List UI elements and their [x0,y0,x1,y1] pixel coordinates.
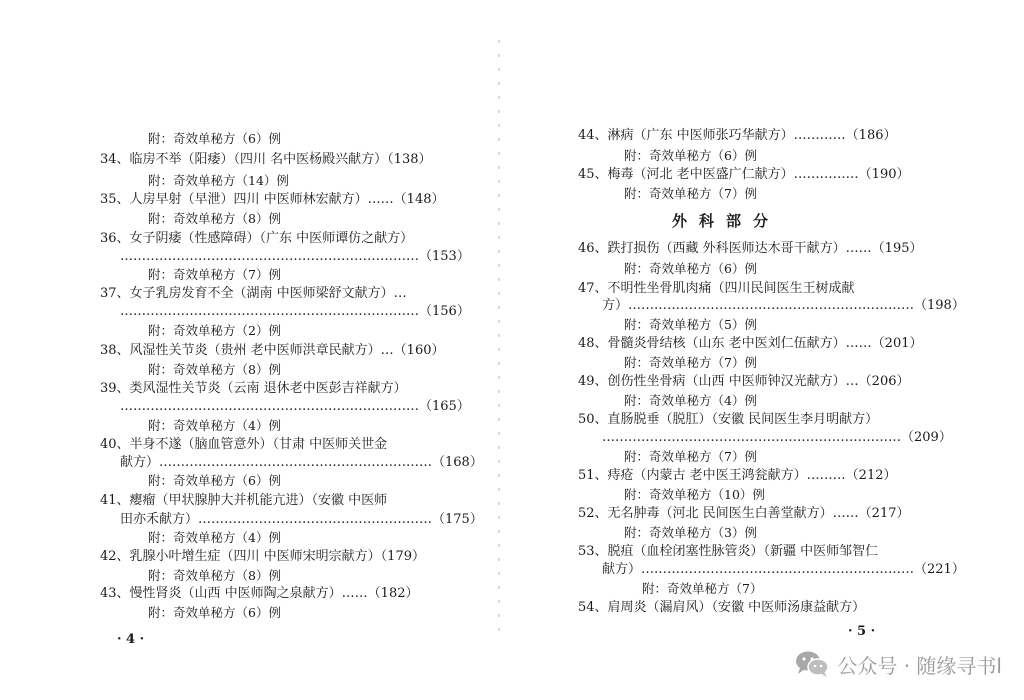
toc-entry-continued: 方）…………………………………………………………（198） [602,298,965,313]
watermark [795,644,1002,684]
toc-note: 附：奇效单秘方（4）例 [624,393,757,408]
toc-entry: 39、类风湿性关节炎（云南 退休老中医彭吉祥献方） [100,381,407,396]
toc-entry: 46、跌打损伤（西藏 外科医师达木哥干献方）……（195） [578,241,923,256]
toc-note: 附：奇效单秘方（2）例 [148,323,281,338]
toc-entry: 54、肩周炎（漏肩风）（安徽 中医师汤康益献方） [578,600,866,615]
toc-note: 附：奇效单秘方（14）例 [148,173,289,188]
toc-leader: ……………………………………………………………（165） [120,399,470,414]
toc-note: 附：奇效单秘方（7）例 [624,449,757,464]
toc-entry: 53、脱疽（血栓闭塞性脉管炎）（新疆 中医师邹智仁 [578,544,879,559]
toc-entry: 47、不明性坐骨肌肉痛（四川民间医生王树成献 [578,281,855,296]
toc-note: 附：奇效单秘方（7）例 [624,355,757,370]
toc-entry: 42、乳腺小叶增生症（四川 中医师宋明宗献方）（179） [100,549,425,564]
toc-note: 附：奇效单秘方（4）例 [148,530,281,545]
page-number: · 5 · [848,624,876,639]
toc-note: 附：奇效单秘方（4）例 [148,418,281,433]
toc-note: 附：奇效单秘方（6）例 [148,131,281,146]
chat-bubbles-icon [795,650,829,678]
toc-entry: 34、临房不举（阳痿）（四川 名中医杨殿兴献方）（138） [100,152,432,167]
toc-entry: 38、风湿性关节炎（贵州 老中医师洪章民献方）…（160） [100,343,445,358]
toc-entry: 45、梅毒（河北 老中医盛广仁献方）……………（190） [578,167,910,182]
toc-entry: 50、直肠脱垂（脱肛）（安徽 民间医生李月明献方） [578,412,879,427]
toc-note: 附：奇效单秘方（7）例 [148,267,281,282]
toc-note: 附：奇效单秘方（6）例 [148,473,281,488]
toc-entry-continued: 献方）………………………………………………………（168） [120,455,483,470]
toc-note: 附：奇效单秘方（8）例 [148,211,281,226]
toc-note: 附：奇效单秘方（7） [642,581,763,596]
toc-note: 附：奇效单秘方（8）例 [148,362,281,377]
toc-note: 附：奇效单秘方（5）例 [624,317,757,332]
toc-note: 附：奇效单秘方（6）例 [148,605,281,620]
toc-entry-continued: 田亦禾献方）………………………………………………（175） [120,512,483,527]
toc-entry: 44、淋病（广东 中医师张巧华献方）…………（186） [578,128,897,143]
toc-note: 附：奇效单秘方（10）例 [624,487,765,502]
toc-note: 附：奇效单秘方（6）例 [624,148,757,163]
page-gutter [498,40,500,640]
toc-note: 附：奇效单秘方（3）例 [624,525,757,540]
toc-leader: ……………………………………………………………（156） [120,304,470,319]
section-title: 外科部分 [672,212,781,230]
toc-entry: 51、痔疮（内蒙古 老中医王鸿瓮献方）………（212） [578,468,897,483]
toc-entry: 43、慢性肾炎（山西 中医师陶之泉献方）……（182） [100,586,419,601]
toc-entry: 52、无名肿毒（河北 民间医生白善堂献方）……（217） [578,506,910,521]
toc-note: 附：奇效单秘方（8）例 [148,568,281,583]
toc-entry: 49、创伤性坐骨病（山西 中医师钟汉光献方）…（206） [578,374,910,389]
toc-note: 附：奇效单秘方（6）例 [624,261,757,276]
toc-entry: 40、半身不遂（脑血管意外）（甘肃 中医师关世金 [100,437,388,452]
toc-note: 附：奇效单秘方（7）例 [624,186,757,201]
toc-entry-continued: 献方）………………………………………………………（221） [602,562,965,577]
toc-entry: 37、女子乳房发育不全（湖南 中医师梁舒文献方）… [100,286,407,301]
toc-leader: ……………………………………………………………（153） [120,249,470,264]
toc-entry: 36、女子阴痿（性感障碍）（广东 中医师谭仿之献方） [100,231,414,246]
right-page [512,0,1024,700]
toc-leader: ……………………………………………………………（209） [602,430,952,445]
toc-entry: 48、骨髓炎骨结核（山东 老中医刘仁伍献方）……（201） [578,336,923,351]
page-number: · 4 · [117,632,145,647]
watermark-text: 公众号 · 随缘寻书l [837,653,1002,678]
toc-entry: 35、人房早射（早泄）四川 中医师林宏献方）……（148） [100,192,445,207]
toc-entry: 41、瘿瘤（甲状腺肿大并机能亢进）（安徽 中医师 [100,493,388,508]
